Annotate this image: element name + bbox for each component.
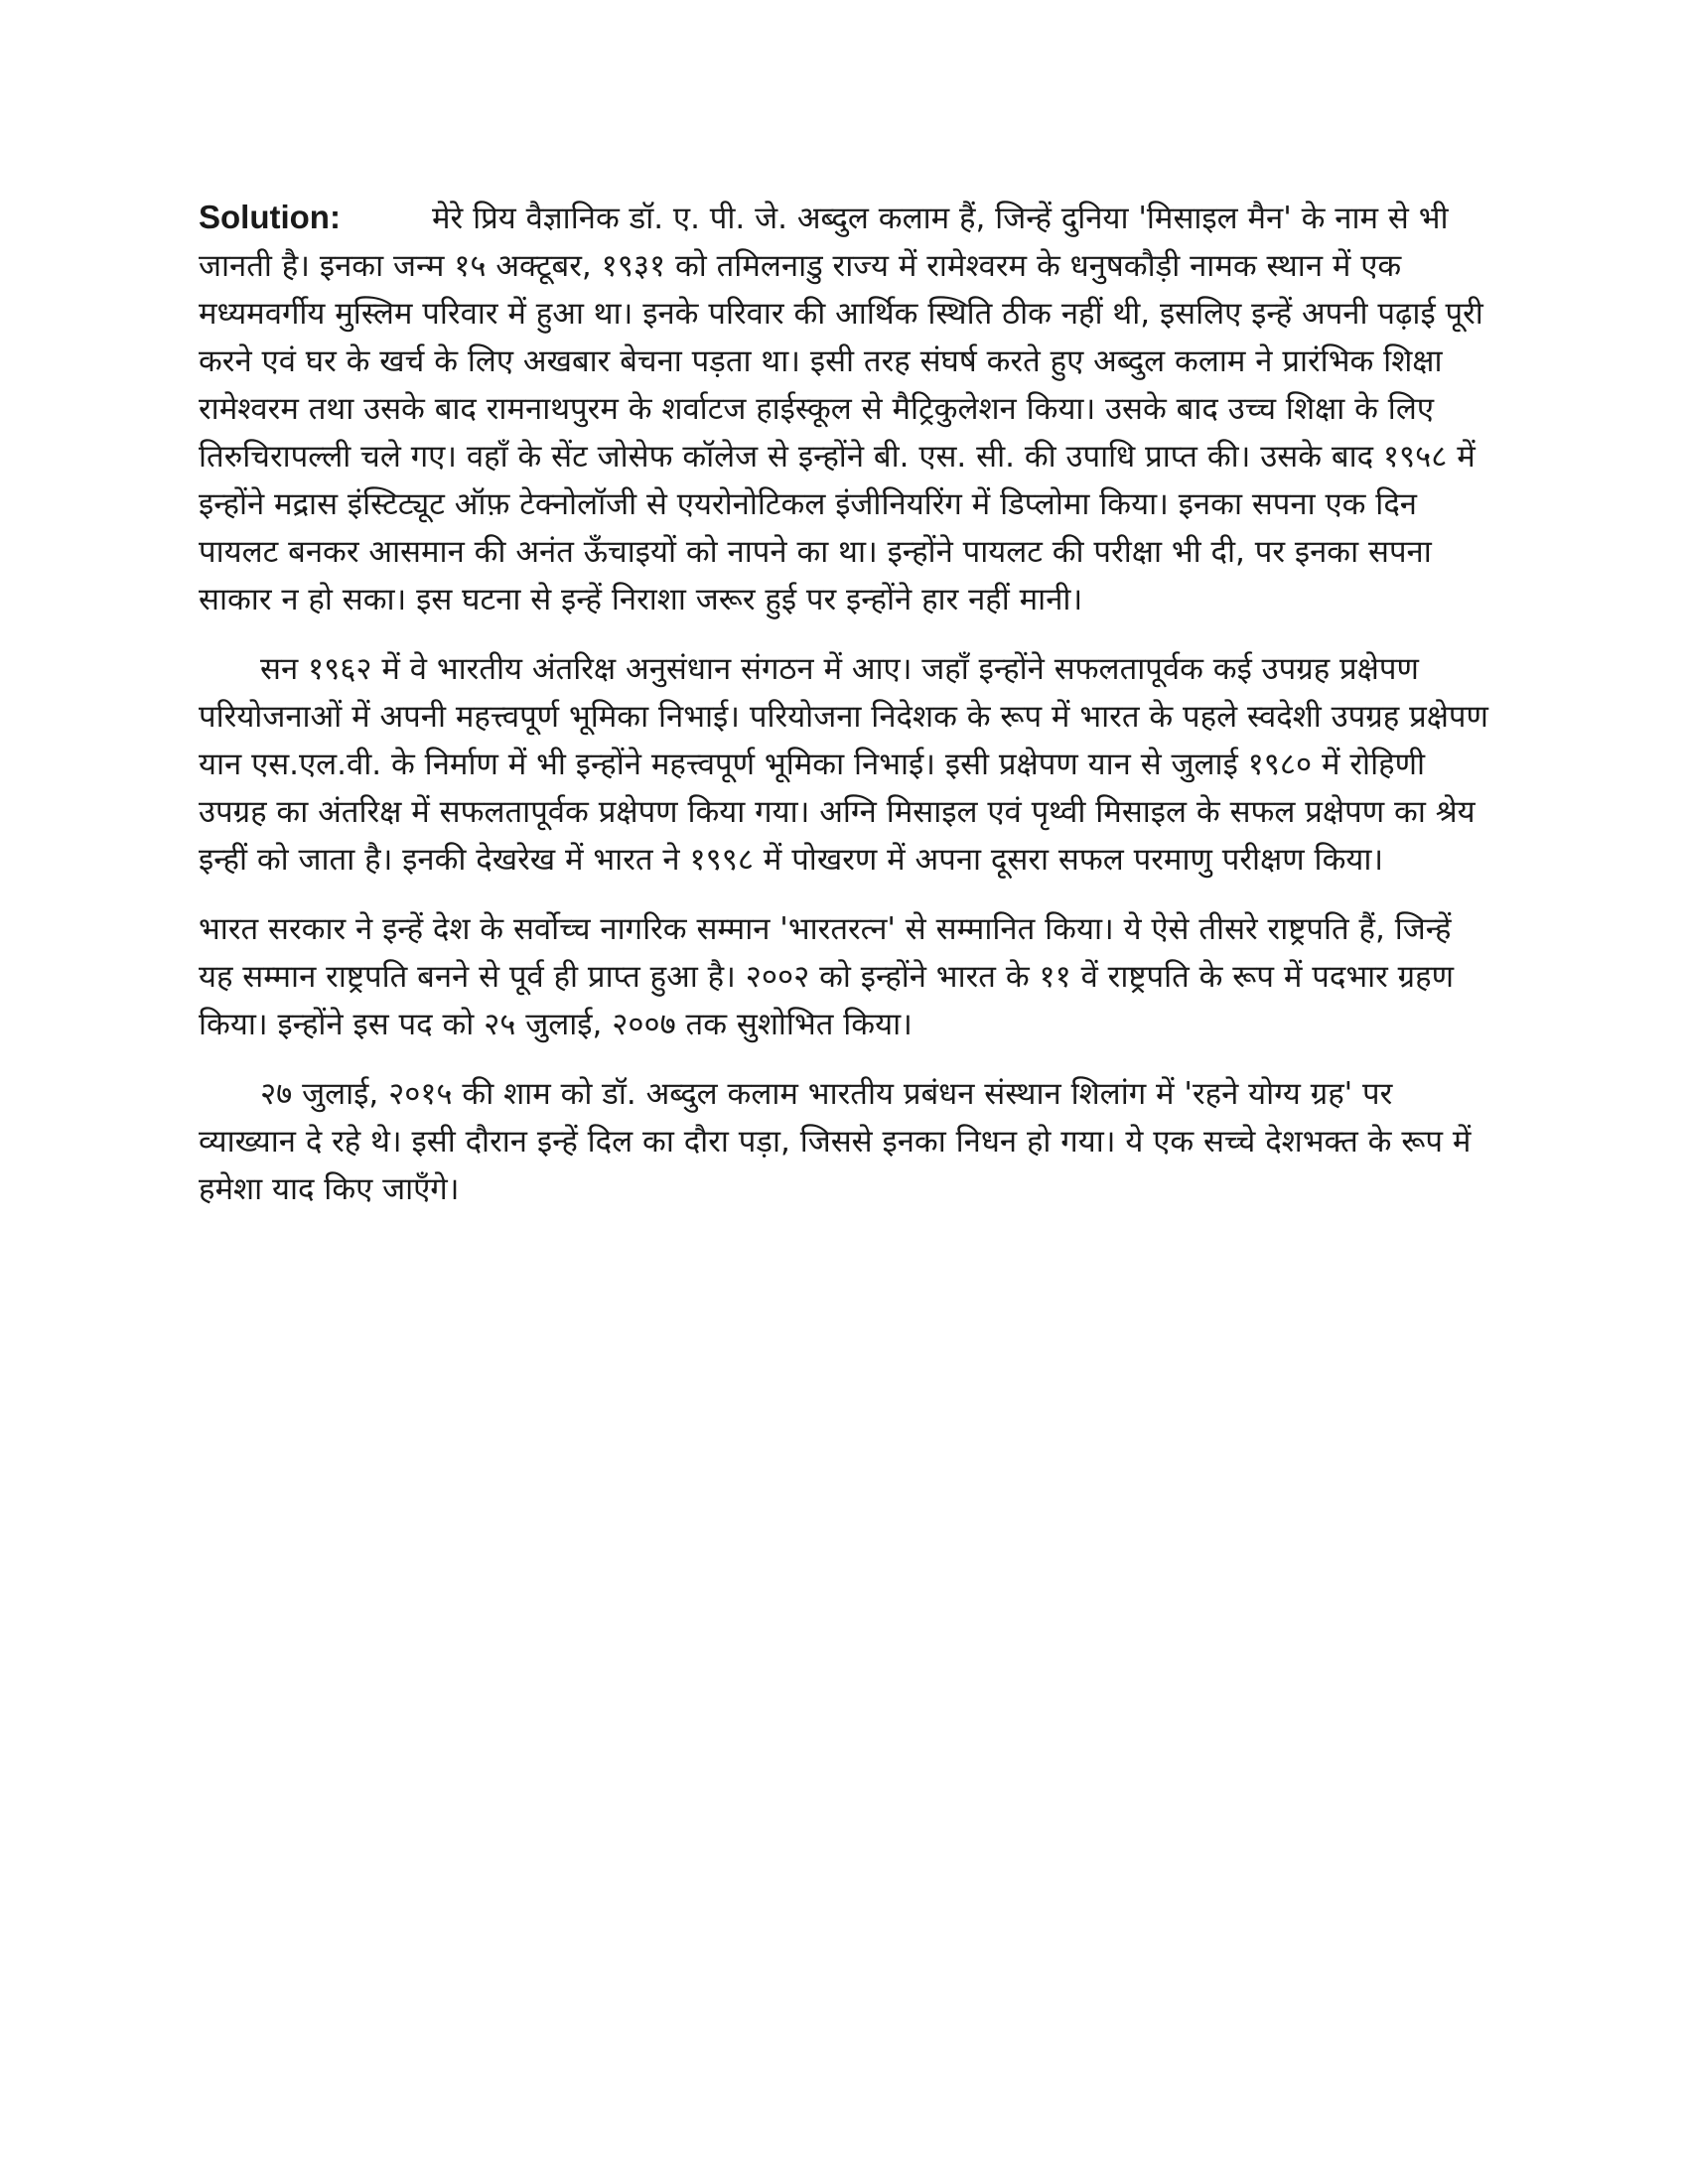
document-body [199,194,1489,1235]
paragraph-1-text: मेरे प्रिय वैज्ञानिक डॉ. ए. पी. जे. अब्दुल कलाम हैं, जिन्हें दुनिया 'मिसाइल मैन' के नाम से भी जानती है। इनका जन्म १५ अक्टूबर, १९३१ को तमिलनाडु राज्य में रामेश्वरम के धनुषकौड़ी नामक स्थान में एक मध्यमवर्गीय मुस्लिम परिवार में हुआ था। इनके परिवार की आर्थिक स्थिति ठीक नहीं थी, इसलिए इन्हें अपनी पढ़ाई पूरी करने एवं घर के खर्च के लिए अखबार बेचना पड़ता था। इसी तरह संघर्ष करते हुए अब्दुल कलाम ने प्रारंभिक शिक्षा रामेश्वरम तथा उसके बाद रामनाथपुरम के शर्वाटज हाईस्कूल से मैट्रिकुलेशन किया। उसके बाद उच्च शिक्षा के लिए तिरुचिरापल्ली चले गए। वहाँ के सेंट जोसेफ कॉलेज से इन्होंने बी. एस. सी. की उपाधि प्राप्त की। उसके बाद १९५८ में इन्होंने मद्रास इंस्टिट्यूट ऑफ़ टेक्नोलॉजी से एयरोनोटिकल इंजीनियरिंग में डिप्लोमा किया। इनका सपना एक दिन पायलट बनकर आसमान की अनंत ऊँचाइयों को नापने का था। इन्होंने पायलट की परीक्षा भी दी, पर इनका सपना साकार न हो सका। इस घटना से इन्हें निराशा जरूर हुई पर इन्होंने हार नहीं मानी। [199,201,1483,617]
paragraph-1 [199,194,1489,623]
paragraph-2: सन १९६२ में वे भारतीय अंतरिक्ष अनुसंधान संगठन में आए। जहाँ इन्होंने सफलतापूर्वक कई उपग्रह प्रक्षेपण परियोजनाओं में अपनी महत्त्वपूर्ण भूमिका निभाई। परियोजना निदेशक के रूप में भारत के पहले स्वदेशी उपग्रह प्रक्षेपण यान एस.एल.वी. के निर्माण में भी इन्होंने महत्त्वपूर्ण भूमिका निभाई। इसी प्रक्षेपण यान से जुलाई १९८० में रोहिणी उपग्रह का अंतरिक्ष में सफलतापूर्वक प्रक्षेपण किया गया। अग्नि मिसाइल एवं पृथ्वी मिसाइल के सफल प्रक्षेपण का श्रेय इन्हीं को जाता है। इनकी देखरेख में भारत ने १९९८ में पोखरण में अपना दूसरा सफल परमाणु परीक्षण किया। [199,651,1488,878]
paragraph-3: भारत सरकार ने इन्हें देश के सर्वोच्च नागरिक सम्मान 'भारतरत्न' से सम्मानित किया। ये ऐसे तीसरे राष्ट्रपति हैं, जिन्हें यह सम्मान राष्ट्रपति बनने से पूर्व ही प्राप्त हुआ है। २००२ को इन्होंने भारत के ११ वें राष्ट्रपति के रूप में पदभार ग्रहण किया। इन्होंने इस पद को २५ जुलाई, २००७ तक सुशोभित किया। [199,911,1455,1042]
solution-label: Solution: [199,199,341,235]
paragraph-4: २७ जुलाई, २०१५ की शाम को डॉ. अब्दुल कलाम भारतीय प्रबंधन संस्थान शिलांग में 'रहने योग्य ग्रह' पर व्याख्यान दे रहे थे। इसी दौरान इन्हें दिल का दौरा पड़ा, जिससे इनका निधन हो गया। ये एक सच्चे देशभक्त के रूप में हमेशा याद किए जाएँगे। [199,1076,1472,1207]
